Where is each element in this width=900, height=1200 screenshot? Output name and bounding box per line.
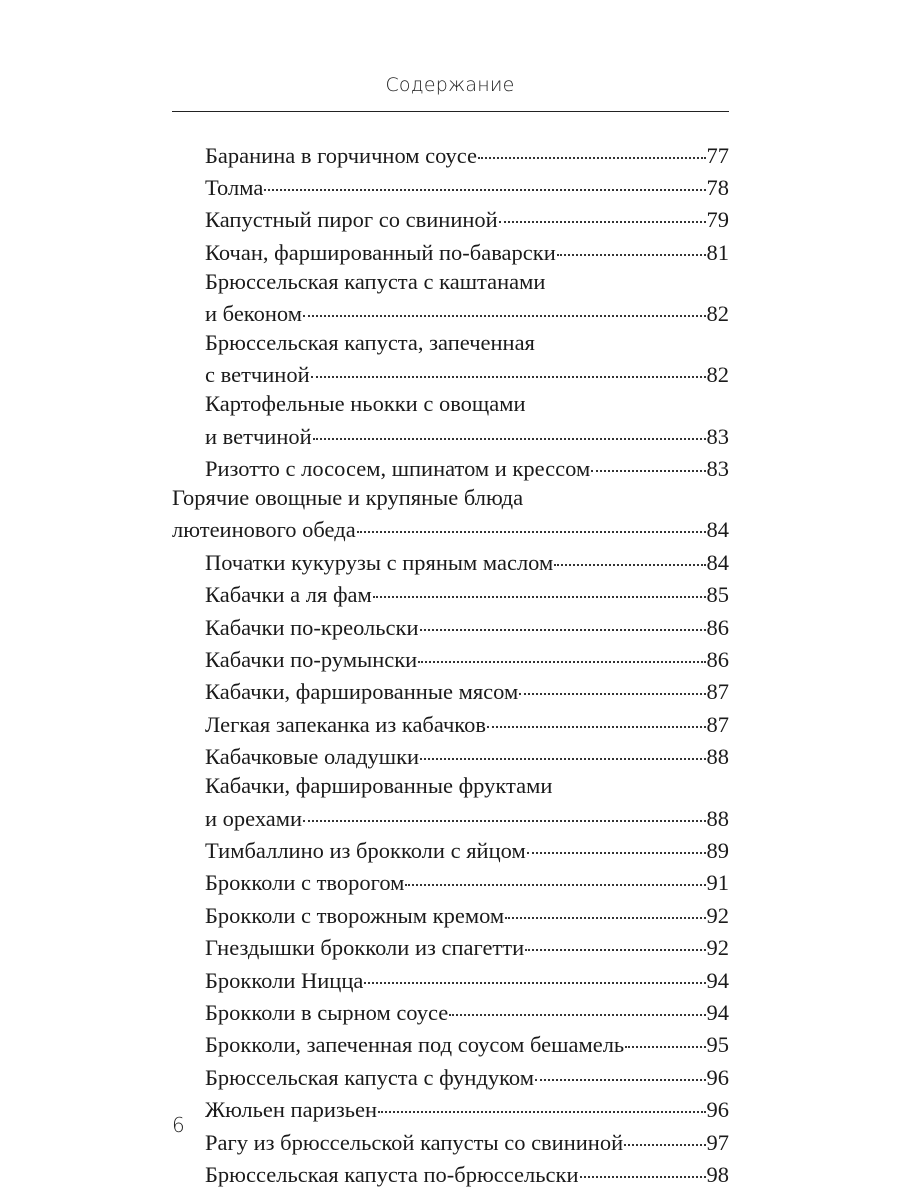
toc-entry-page: 96: [706, 1064, 729, 1090]
dot-leader: [378, 1089, 705, 1114]
toc-entry-title: Гнездышки брокколи из спагетти: [205, 935, 525, 961]
toc-entry-row: [205, 1158, 729, 1190]
dot-leader: [303, 797, 705, 822]
toc-entry-title: и ветчиной: [205, 423, 312, 449]
toc-entry-page: 96: [706, 1097, 729, 1123]
toc-entry-title: Брокколи с творожным кремом: [205, 902, 505, 928]
toc-entry-title: Ризотто с лососем, шпинатом и крессом: [205, 456, 591, 482]
toc-entry-title-line: Кабачки, фаршированные фруктами: [205, 773, 553, 799]
toc-entry-row: [205, 235, 729, 267]
toc-entry-title-line: Картофельные ньокки с овощами: [205, 391, 526, 417]
dot-leader: [420, 736, 705, 761]
toc-entry-title: Легкая запеканка из кабачков: [205, 711, 486, 737]
toc-entry-title: Брокколи в сырном соусе: [205, 999, 449, 1025]
table-of-contents: [172, 138, 729, 1190]
dot-leader: [557, 231, 706, 256]
toc-section-entry: [172, 484, 729, 545]
toc-entry-page: 78: [706, 174, 729, 200]
dot-leader: [591, 448, 705, 473]
toc-entry-title-line: Горячие овощные и крупяные блюда: [172, 484, 524, 510]
dot-leader: [624, 1121, 705, 1146]
toc-entry-title: Кабачки по-румынски: [205, 647, 418, 672]
dot-leader: [505, 894, 705, 919]
dot-leader: [313, 415, 706, 440]
toc-entry-title: Кабачковые оладушки: [205, 744, 420, 770]
toc-entry: [172, 1158, 729, 1190]
toc-entry: [172, 740, 729, 772]
toc-entry: [172, 329, 729, 390]
toc-entry-row: [205, 358, 729, 390]
toc-entry-page: 87: [706, 679, 729, 705]
dot-leader: [535, 1056, 706, 1081]
toc-entry-page: 81: [706, 239, 729, 265]
toc-entry-page: 79: [706, 207, 729, 233]
toc-entry-title: Початки кукурузы с пряным маслом: [205, 549, 554, 575]
toc-entry-title: Тимбаллино из брокколи с яйцом: [205, 837, 526, 863]
dot-leader: [418, 639, 705, 664]
toc-entry-row: [205, 452, 729, 484]
toc-entry: [172, 390, 729, 451]
toc-entry-title: лютеинового обеда: [172, 517, 356, 543]
dot-leader: [519, 671, 705, 696]
dot-leader: [373, 574, 706, 599]
toc-entry-title: Брокколи Ницца: [205, 967, 364, 993]
dot-leader: [499, 199, 706, 224]
toc-entry-page: 89: [706, 837, 729, 863]
toc-entry-page: 85: [706, 582, 729, 608]
dot-leader: [625, 1024, 705, 1049]
dot-leader: [478, 134, 705, 159]
toc-entry-row: [205, 740, 729, 772]
toc-entry-title-line: Брюссельская капуста с каштанами: [205, 268, 546, 294]
toc-entry-title: Кабачки по-креольски: [205, 614, 419, 640]
toc-entry-page: 83: [706, 423, 729, 449]
toc-entry: [172, 772, 729, 833]
toc-entry-title: Баранина в горчичном соусе: [205, 142, 478, 168]
toc-entry-page: 82: [706, 362, 729, 388]
toc-entry: [172, 268, 729, 329]
toc-entry-title: и беконом: [205, 301, 302, 327]
header-rule: [172, 111, 729, 112]
toc-entry-page: 82: [706, 301, 729, 327]
toc-entry: [172, 235, 729, 267]
toc-entry-page: 95: [706, 1032, 729, 1058]
dot-leader: [449, 991, 705, 1016]
dot-leader: [311, 354, 706, 379]
dot-leader: [364, 959, 705, 984]
toc-entry-page: 97: [706, 1129, 729, 1155]
toc-entry-title: с ветчиной: [205, 362, 310, 388]
toc-entry-page: 86: [706, 647, 729, 672]
running-head: Содержание: [385, 74, 515, 96]
toc-entry-title: Рагу из брюссельской капусты со свининой: [205, 1129, 624, 1155]
toc-entry-page: 98: [706, 1162, 729, 1187]
toc-entry-title: Кабачки а ля фам: [205, 582, 372, 608]
toc-entry-page: 88: [706, 744, 729, 770]
toc-entry-title: Брюссельская капуста с фундуком: [205, 1064, 534, 1090]
toc-entry-page: 88: [706, 805, 729, 831]
toc-entry-page: 77: [706, 142, 729, 168]
dot-leader: [554, 541, 705, 566]
toc-entry-title: и орехами: [205, 805, 303, 831]
toc-entry-title: Брюссельская капуста по-брюссельски: [205, 1162, 579, 1187]
dot-leader: [420, 606, 706, 631]
toc-entry-title: Капустный пирог со свининой: [205, 207, 498, 233]
dot-leader: [303, 293, 706, 318]
toc-entry-page: 91: [706, 870, 729, 896]
toc-entry-title: Жюльен паризьен: [205, 1097, 378, 1123]
toc-entry-page: 84: [706, 549, 729, 575]
toc-entry-title: Брокколи, запеченная под соусом бешамель: [205, 1032, 625, 1058]
toc-entry-title-line: Брюссельская капуста, запеченная: [205, 329, 535, 355]
toc-entry-title: Кочан, фаршированный по-баварски: [205, 239, 556, 265]
toc-entry-page: 84: [706, 517, 729, 543]
dot-leader: [357, 509, 706, 534]
toc-entry-page: 92: [706, 935, 729, 961]
toc-entry-row: [205, 297, 729, 329]
toc-entry-page: 83: [706, 456, 729, 482]
page-number: 6: [172, 1113, 185, 1137]
toc-entry-title: Брокколи с творогом: [205, 870, 405, 896]
toc-entry-page: 86: [706, 614, 729, 640]
toc-entry-page: 94: [706, 967, 729, 993]
toc-entry: [172, 452, 729, 484]
dot-leader: [580, 1154, 706, 1179]
toc-entry-page: 87: [706, 711, 729, 737]
dot-leader: [405, 862, 705, 887]
toc-entry-page: 92: [706, 902, 729, 928]
toc-entry-page: 94: [706, 999, 729, 1025]
dot-leader: [525, 927, 705, 952]
dot-leader: [527, 829, 706, 854]
toc-entry-title: Кабачки, фаршированные мясом: [205, 679, 519, 705]
toc-entry-title: Толма: [205, 174, 264, 200]
dot-leader: [487, 703, 706, 728]
dot-leader: [264, 166, 705, 191]
